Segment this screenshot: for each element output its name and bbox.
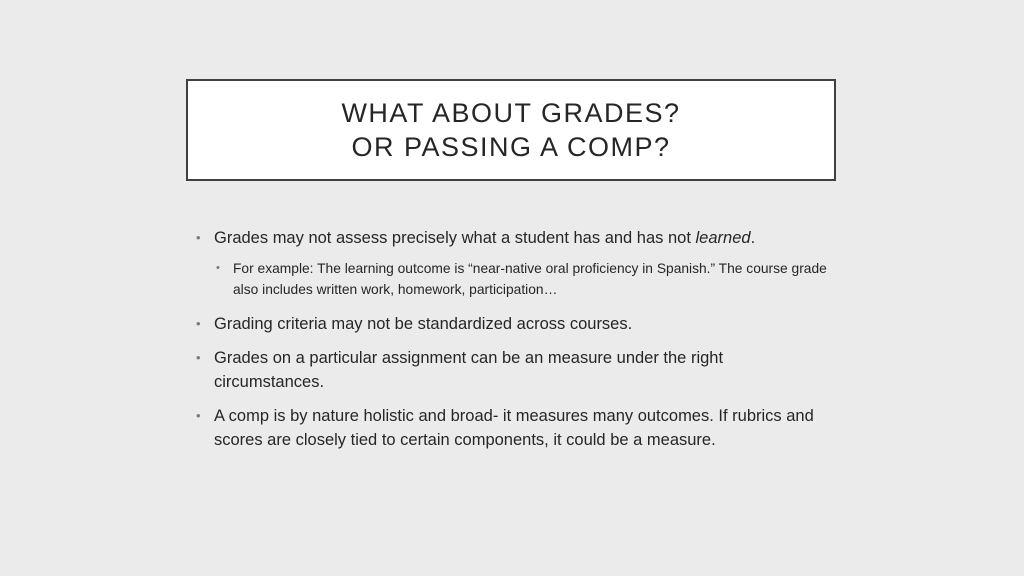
slide-title-line-2: OR PASSING A COMP? xyxy=(351,132,671,162)
bullet-emphasis: learned xyxy=(695,229,751,247)
bullet-assignment-grades: • Grades on a particular assignment can be an measure under the right circumstances. xyxy=(196,346,836,394)
bullet-suffix: . xyxy=(750,229,756,247)
bullet-text: Grades may not assess precisely what a student has and has not xyxy=(214,229,696,247)
sub-bullet-example: • For example: The learning outcome is “near-native oral proficiency in Spanish.” The course grade also includes written work, homework, participation… xyxy=(216,258,836,300)
slide-body xyxy=(196,226,836,462)
slide-title-box xyxy=(186,79,836,181)
bullet-grading-criteria: • Grading criteria may not be standardized across courses. xyxy=(196,312,836,336)
bullet-comp-holistic: • A comp is by nature holistic and broad- it measures many outcomes. If rubrics and scores are closely tied to certain components, it could be a measure. xyxy=(196,404,836,452)
bullet-grades-assess xyxy=(196,226,836,250)
slide-title-line-1: WHAT ABOUT GRADES? xyxy=(341,98,681,128)
